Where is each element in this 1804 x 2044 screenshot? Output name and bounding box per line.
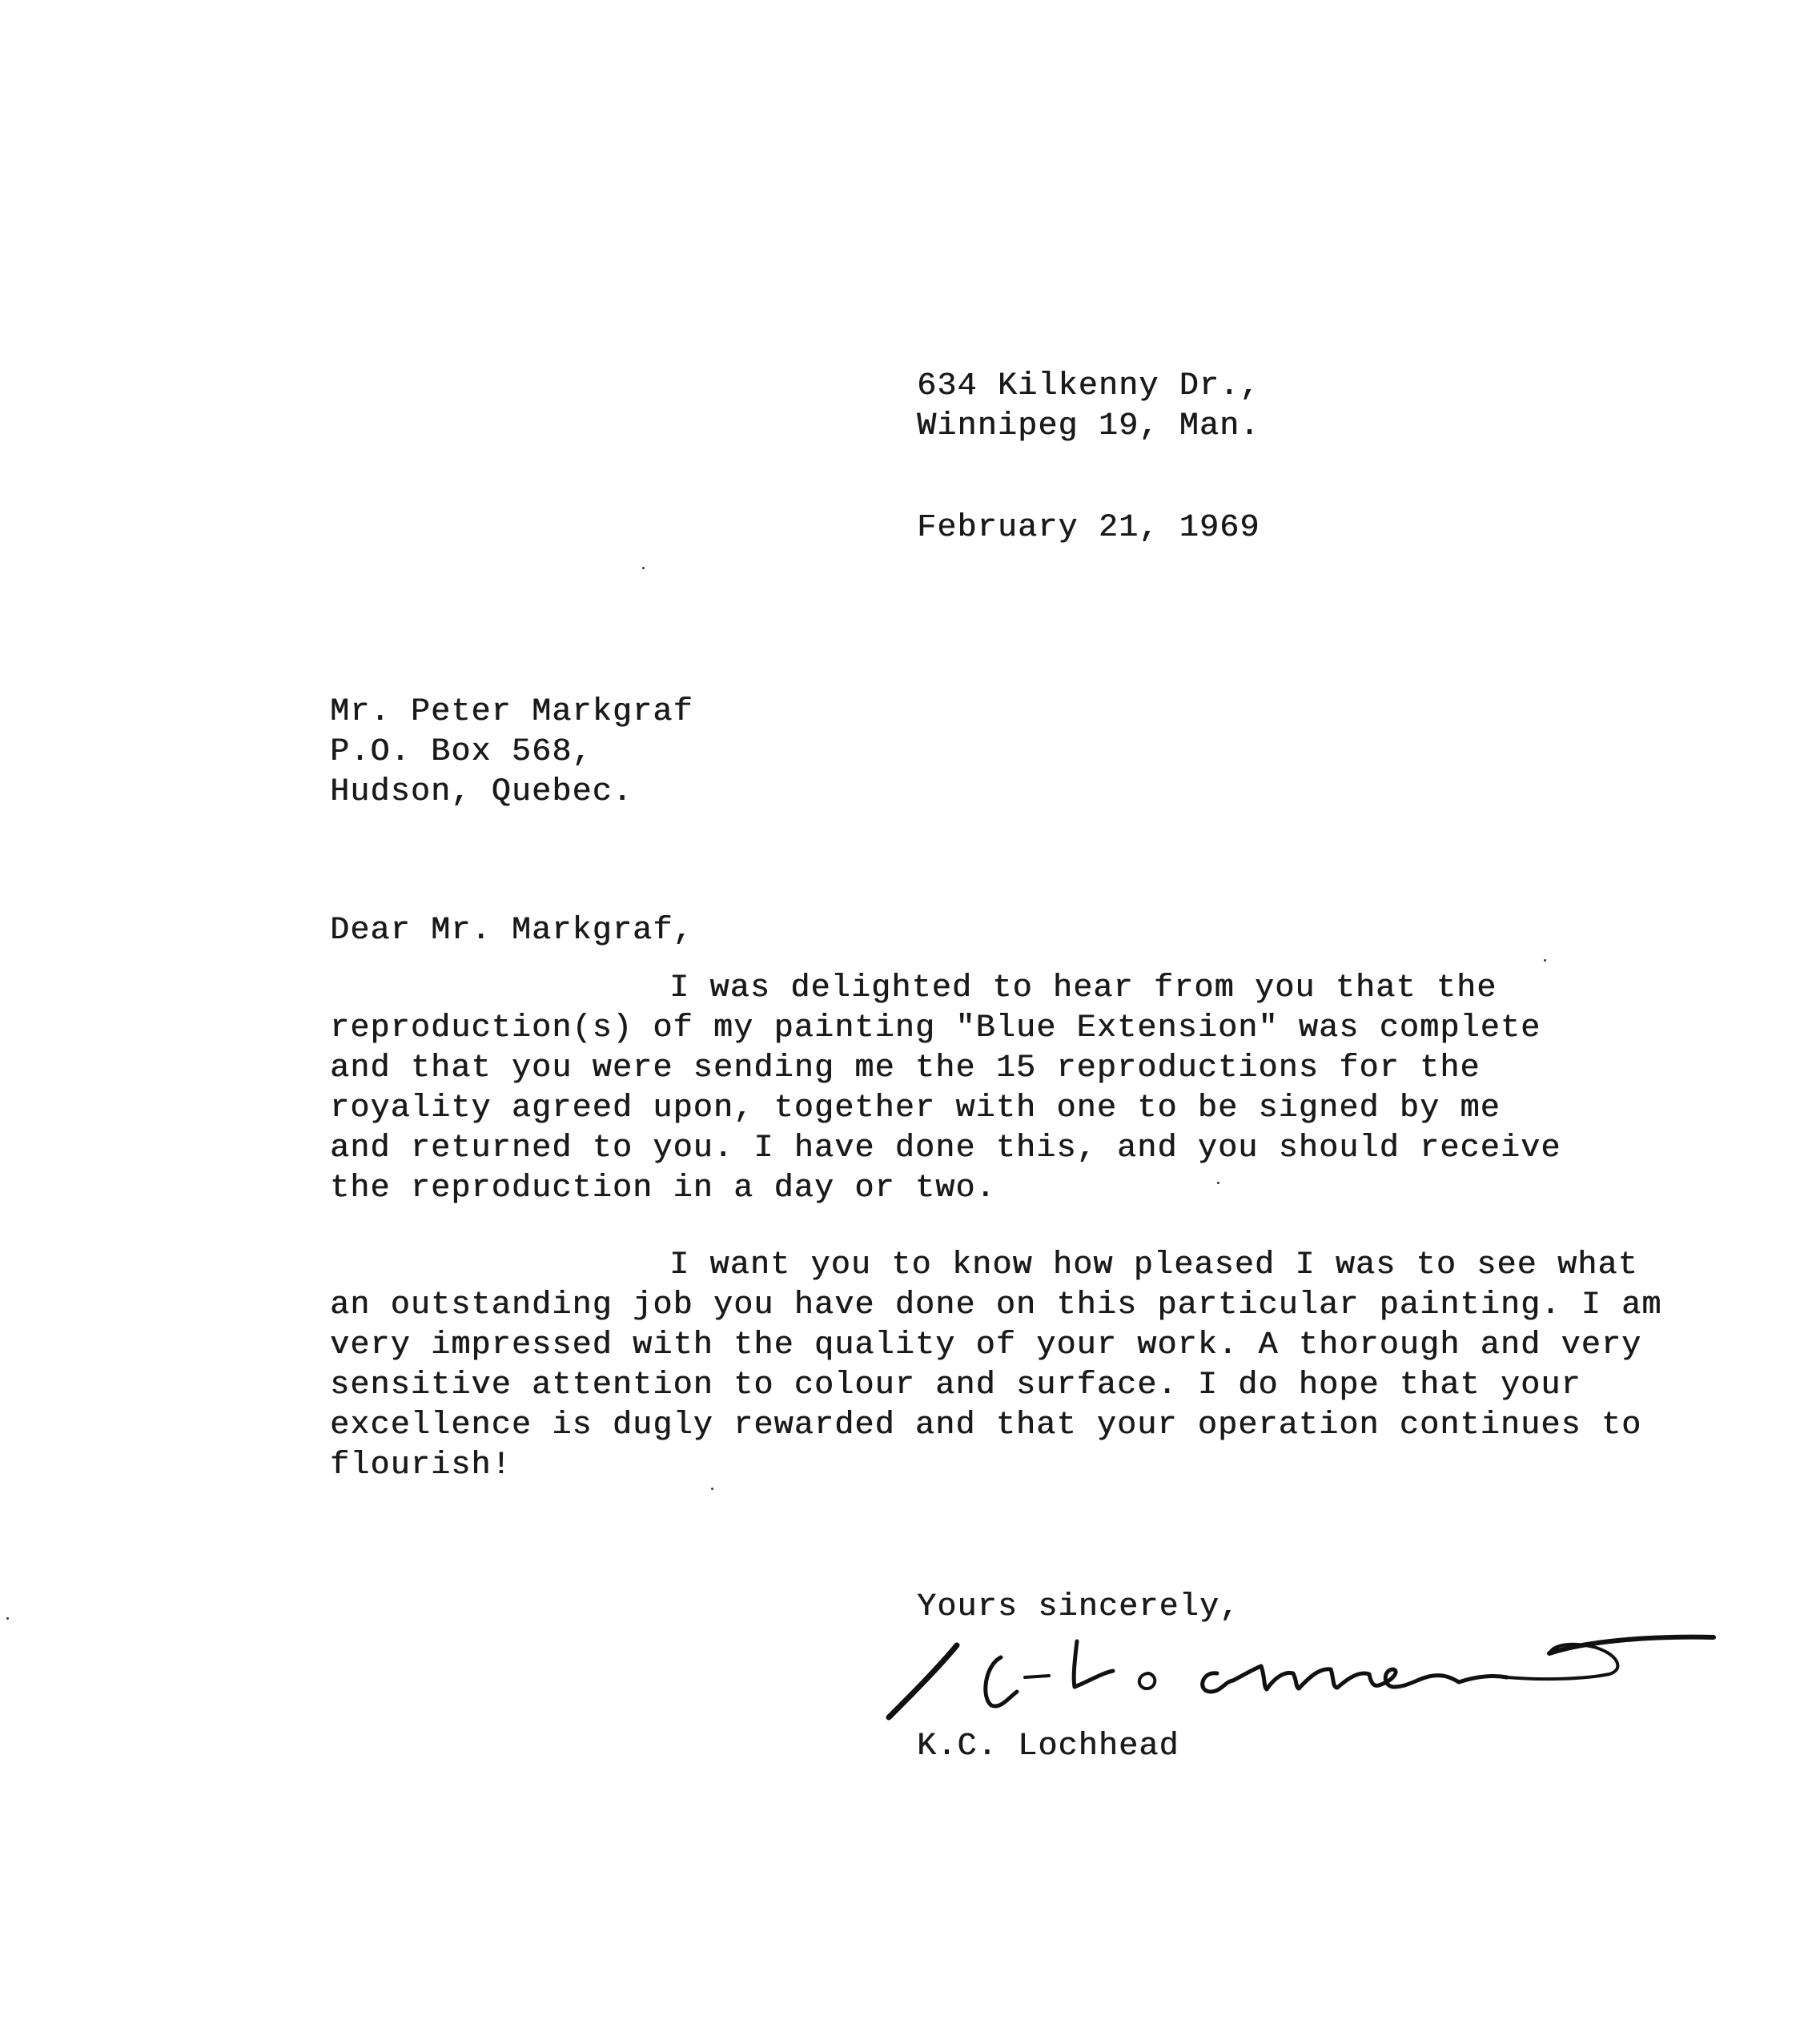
recipient-city: Hudson, Quebec. bbox=[330, 774, 633, 810]
paragraph-line: I want you to know how pleased I was to see what bbox=[669, 1247, 1638, 1283]
recipient-po-box: P.O. Box 568, bbox=[330, 734, 593, 770]
paper-speck bbox=[1544, 959, 1546, 962]
recipient-address bbox=[330, 693, 693, 813]
paragraph-line: very impressed with the quality of your work. A thorough and very bbox=[330, 1327, 1642, 1363]
letter-date bbox=[917, 508, 1260, 548]
date-text: February 21, 1969 bbox=[917, 510, 1260, 546]
paragraph-line: the reproduction in a day or two. bbox=[330, 1171, 996, 1207]
signatory-name-text: K.C. Lochhead bbox=[917, 1729, 1179, 1765]
salutation bbox=[330, 911, 693, 951]
paper-speck bbox=[1217, 1182, 1219, 1184]
handwritten-signature bbox=[881, 1597, 1722, 1733]
paper-speck bbox=[6, 1617, 9, 1620]
paragraph-line: sensitive attention to colour and surface. I do hope that your bbox=[330, 1367, 1581, 1403]
recipient-name: Mr. Peter Markgraf bbox=[330, 694, 693, 730]
sender-address-line-1: 634 Kilkenny Dr., bbox=[917, 368, 1260, 404]
paragraph-line: and returned to you. I have done this, and you should receive bbox=[330, 1130, 1561, 1167]
paper-speck bbox=[711, 1488, 713, 1490]
body-paragraph-2 bbox=[330, 1246, 1661, 1486]
salutation-text: Dear Mr. Markgraf, bbox=[330, 913, 693, 949]
paper-speck bbox=[642, 567, 645, 569]
paragraph-line: flourish! bbox=[330, 1448, 512, 1484]
body-paragraph-1 bbox=[330, 969, 1561, 1209]
paragraph-line: and that you were sending me the 15 reproductions for the bbox=[330, 1050, 1481, 1086]
signatory-name bbox=[917, 1727, 1179, 1767]
sender-address bbox=[917, 367, 1260, 447]
closing-text: Yours sincerely, bbox=[917, 1589, 1240, 1625]
paragraph-line: I was delighted to hear from you that the bbox=[669, 970, 1497, 1006]
sender-address-line-2: Winnipeg 19, Man. bbox=[917, 408, 1260, 444]
paragraph-line: reproduction(s) of my painting "Blue Extension" was complete bbox=[330, 1010, 1541, 1046]
paragraph-line: royality agreed upon, together with one to be signed by me bbox=[330, 1090, 1501, 1126]
paragraph-line: excellence is dugly rewarded and that your operation continues to bbox=[330, 1408, 1642, 1444]
paragraph-line: an outstanding job you have done on this particular painting. I am bbox=[330, 1287, 1662, 1323]
